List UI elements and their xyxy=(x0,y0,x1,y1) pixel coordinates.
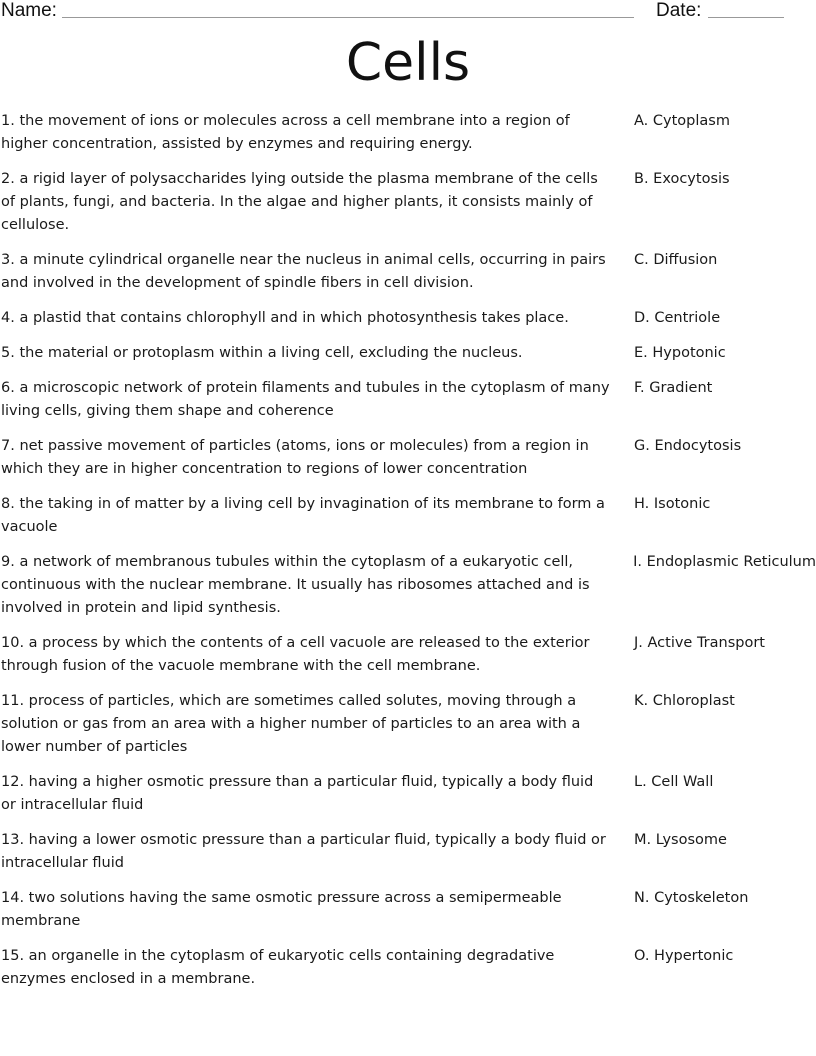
answer-e: E. Hypotonic xyxy=(634,345,726,361)
clue-11: 11. process of particles, which are sometimes called solutes, moving through a solution or gas from an area with a higher number of particles to an area with a lower number of particles xyxy=(1,693,581,755)
answer-f: F. Gradient xyxy=(634,380,713,396)
matching-row xyxy=(0,771,816,817)
clue-13: 13. having a lower osmotic pressure than a particular fluid, typically a body fluid or intracellular fluid xyxy=(1,832,606,871)
answer-j: J. Active Transport xyxy=(634,635,765,651)
matching-row xyxy=(0,945,816,991)
name-blank-line xyxy=(62,17,634,18)
answer-b: B. Exocytosis xyxy=(634,171,730,187)
matching-row xyxy=(0,342,816,365)
clue-5: 5. the material or protoplasm within a living cell, excluding the nucleus. xyxy=(1,345,523,361)
clue-2: 2. a rigid layer of polysaccharides lying outside the plasma membrane of the cells of plants, fungi, and bacteria. In the algae and higher plants, it consists mainly of cellulose. xyxy=(1,171,598,233)
answer-d: D. Centriole xyxy=(634,310,721,326)
matching-row xyxy=(0,377,816,423)
answer-k: K. Chloroplast xyxy=(634,693,735,709)
worksheet-header xyxy=(0,0,816,24)
matching-row xyxy=(0,632,816,678)
matching-row xyxy=(0,829,816,875)
clue-7: 7. net passive movement of particles (atoms, ions or molecules) from a region in which they are in higher concentration to regions of lower concentration xyxy=(1,438,589,477)
matching-row xyxy=(0,551,816,620)
clue-9: 9. a network of membranous tubules within the cytoplasm of a eukaryotic cell, continuous with the nuclear membrane. It usually has ribosomes attached and is involved in protein and lipid synthesis. xyxy=(1,554,590,616)
clue-15: 15. an organelle in the cytoplasm of eukaryotic cells containing degradative enzymes enclosed in a membrane. xyxy=(1,948,555,987)
matching-row xyxy=(0,690,816,759)
matching-row xyxy=(0,887,816,933)
clue-4: 4. a plastid that contains chlorophyll and in which photosynthesis takes place. xyxy=(1,310,569,326)
clue-1: 1. the movement of ions or molecules across a cell membrane into a region of higher concentration, assisted by enzymes and requiring energy. xyxy=(1,113,570,152)
answer-i: I. Endoplasmic Reticulum xyxy=(633,554,816,570)
answer-g: G. Endocytosis xyxy=(634,438,742,454)
matching-row xyxy=(0,493,816,539)
answer-m: M. Lysosome xyxy=(634,832,727,848)
answer-o: O. Hypertonic xyxy=(634,948,734,964)
matching-row xyxy=(0,435,816,481)
answer-n: N. Cytoskeleton xyxy=(634,890,749,906)
clue-3: 3. a minute cylindrical organelle near the nucleus in animal cells, occurring in pairs and involved in the development of spindle fibers in cell division. xyxy=(1,252,606,291)
clue-10: 10. a process by which the contents of a cell vacuole are released to the exterior through fusion of the vacuole membrane with the cell membrane. xyxy=(1,635,590,674)
clue-12: 12. having a higher osmotic pressure than a particular fluid, typically a body fluid or intracellular fluid xyxy=(1,774,594,813)
answer-a: A. Cytoplasm xyxy=(634,113,730,129)
clue-14: 14. two solutions having the same osmotic pressure across a semipermeable membrane xyxy=(1,890,562,929)
answer-c: C. Diffusion xyxy=(634,252,718,268)
date-blank-line xyxy=(708,17,784,18)
matching-row xyxy=(0,249,816,295)
clue-8: 8. the taking in of matter by a living cell by invagination of its membrane to form a vacuole xyxy=(1,496,605,535)
matching-list xyxy=(0,110,816,1003)
clue-6: 6. a microscopic network of protein filaments and tubules in the cytoplasm of many living cells, giving them shape and coherence xyxy=(1,380,610,419)
page-title: Cells xyxy=(345,33,471,93)
answer-h: H. Isotonic xyxy=(634,496,711,512)
matching-row xyxy=(0,168,816,237)
answer-l: L. Cell Wall xyxy=(634,774,714,790)
date-label: Date: xyxy=(656,0,702,21)
matching-row xyxy=(0,110,816,156)
matching-row xyxy=(0,307,816,330)
name-label: Name: xyxy=(1,0,57,21)
